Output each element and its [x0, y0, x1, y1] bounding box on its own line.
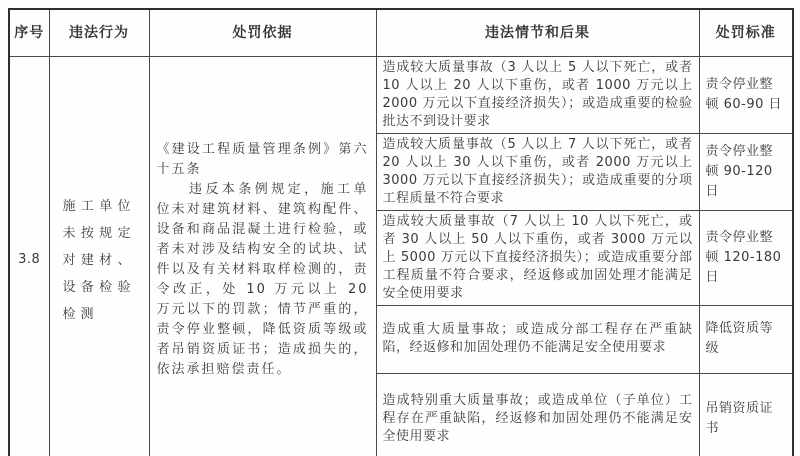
- penalty-table: [8, 8, 794, 456]
- circumstance-cell: [376, 56, 699, 133]
- standard-text: 降低资质等级: [705, 321, 774, 356]
- circumstance-text: 造成较大质量事故（3 人以上 5 人以下死亡，或者 10 人以上 20 人以下重伤，或者 1000 万元以上 2000 万元以下直接经济损失）；或造成重要的检验批达不到设计要求: [382, 59, 693, 129]
- circumstance-cell: [376, 210, 699, 305]
- basis-regulation-body: 违反本条例规定，施工单位未对建筑材料、建筑构配件、设备和商品混凝土进行检验，或者未对涉及结构安全的试块、试件以及有关材料取样检测的，责令改正，处 10 万元以上 20 万元以下的罚款；情节严重的，责令停业整顿，降低资质等级或者吊销资质证书；造成损失的，依法承担赔偿责任。: [156, 182, 369, 378]
- basis-cell: [149, 56, 376, 456]
- header-penalty-standard: 处罚标准: [699, 9, 793, 56]
- circumstance-cell: [376, 373, 699, 456]
- circumstance-text: 造成重大质量事故；或造成分部工程存在严重缺陷，经返修和加固处理仍不能满足安全使用要求: [382, 322, 693, 355]
- circumstance-text: 造成较大质量事故（5 人以上 7 人以下死亡，或者 20 人以上 30 人以下重伤，或者 2000 万元以上 3000 万元以下直接经济损失）；或造成重要的分项工程质量不符合要求: [382, 136, 693, 206]
- header-row: [9, 9, 793, 56]
- standard-text: 吊销资质证书: [705, 400, 774, 436]
- violation-cell: [49, 56, 149, 456]
- circumstance-text: 造成特别重大质量事故；或造成单位（子单位）工程存在严重缺陷，经返修和加固处理仍不能满足安全使用要求: [382, 392, 693, 444]
- standard-cell: [699, 305, 793, 373]
- violation-text: 施工单位未按规定对建材、设备检验检测: [62, 198, 136, 322]
- basis-regulation-title: 《建设工程质量管理条例》第六十五条: [156, 142, 369, 178]
- standard-cell: [699, 210, 793, 305]
- standard-cell: [699, 373, 793, 456]
- standard-cell: [699, 133, 793, 210]
- circumstance-text: 造成较大质量事故（7 人以上 10 人以下死亡，或者 30 人以上 50 人以下重伤，或者 3000 万元以上 5000 万元以下直接经济损失）；或造成重要分部工程质量不符合要求，经返修或加固处理才能满足安全使用要求: [382, 213, 693, 301]
- circumstance-cell: [376, 305, 699, 373]
- serial-number: 3.8: [18, 252, 41, 268]
- header-penalty-basis: 处罚依据: [149, 9, 376, 56]
- table-row: [9, 56, 793, 133]
- header-circumstances-consequences: 违法情节和后果: [376, 9, 699, 56]
- standard-text: 责令停业整顿 60-90 日: [705, 76, 783, 112]
- standard-text: 责令停业整顿 90-120 日: [705, 143, 774, 199]
- circumstance-cell: [376, 133, 699, 210]
- standard-text: 责令停业整顿 120-180 日: [705, 229, 782, 285]
- header-serial-number: 序号: [9, 9, 49, 56]
- serial-number-cell: [9, 56, 49, 456]
- standard-cell: [699, 56, 793, 133]
- header-illegal-behavior: 违法行为: [49, 9, 149, 56]
